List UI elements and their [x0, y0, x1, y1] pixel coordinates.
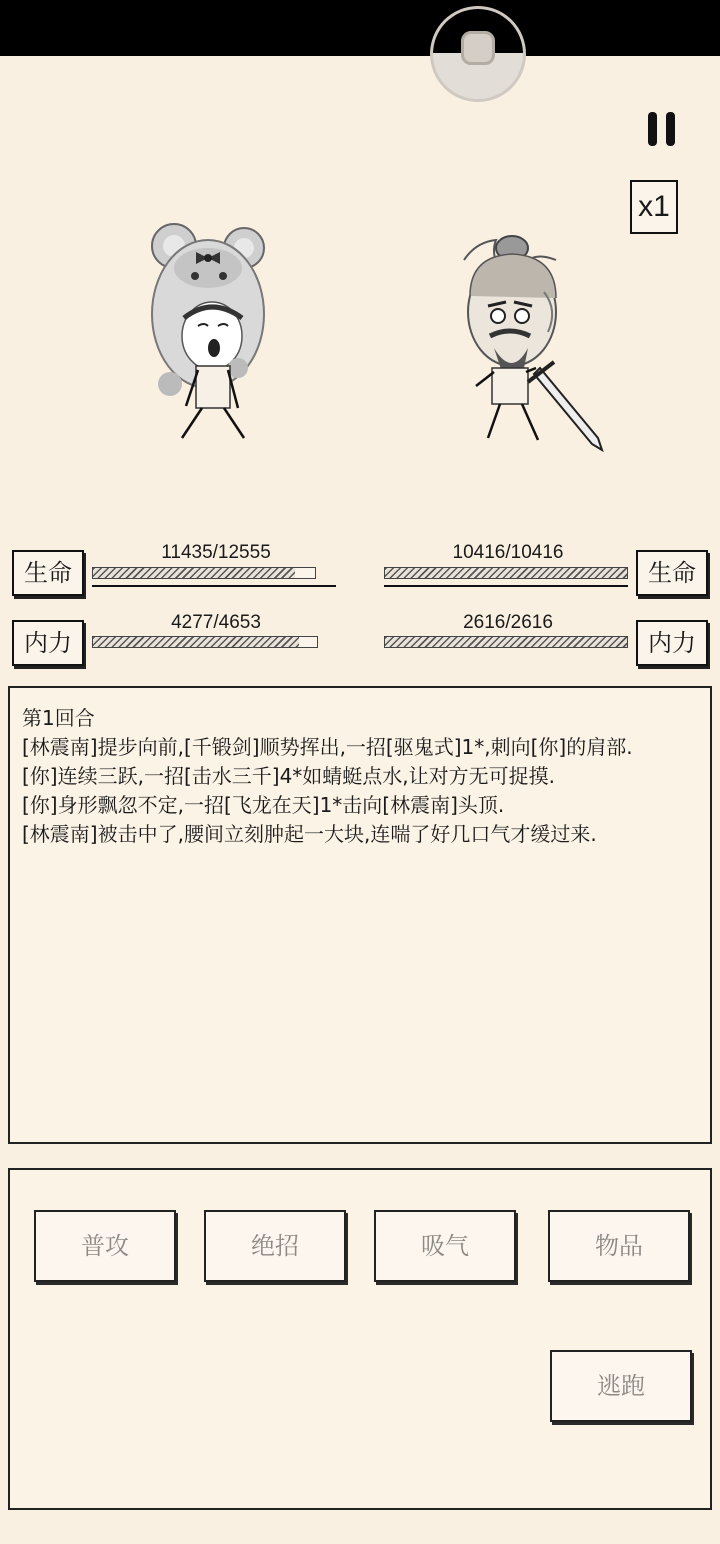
- pause-button[interactable]: [644, 108, 680, 148]
- enemy-mp-bar: [384, 636, 628, 648]
- player-character: [140, 218, 280, 442]
- breathe-button[interactable]: 吸气: [374, 1210, 516, 1282]
- flee-button[interactable]: 逃跑: [550, 1350, 692, 1422]
- speed-toggle-button[interactable]: x1: [630, 180, 678, 234]
- enemy-hp-bar: [384, 567, 628, 579]
- log-line: [林震南]被击中了,腰间立刻肿起一大块,连喘了好几口气才缓过来.: [22, 822, 597, 846]
- enemy-mp-label: 内力: [636, 620, 708, 666]
- player-mp-text: 4277/4653: [171, 612, 261, 633]
- player-hp-bar: [92, 567, 316, 579]
- status-bar: [0, 0, 720, 56]
- log-line: [你]连续三跃,一招[击水三千]4*如蜻蜓点水,让对方无可捉摸.: [22, 764, 556, 788]
- action-panel: [8, 1168, 712, 1510]
- enemy-hp-text: 10416/10416: [452, 542, 564, 563]
- log-line: [林震南]提步向前,[千锻剑]顺势挥出,一招[驱鬼式]1*,刺向[你]的肩部.: [22, 735, 633, 759]
- attack-button[interactable]: 普攻: [34, 1210, 176, 1282]
- battle-log[interactable]: [8, 686, 712, 1144]
- player-hp-label: 生命: [12, 550, 84, 596]
- player-mp-bar: [92, 636, 318, 648]
- pause-icon: [648, 112, 657, 146]
- player-hp-text: 11435/12555: [161, 542, 271, 563]
- items-button[interactable]: 物品: [548, 1210, 690, 1282]
- log-line: 第1回合: [22, 706, 95, 730]
- player-mp-label: 内力: [12, 620, 84, 666]
- enemy-hp-label: 生命: [636, 550, 708, 596]
- enemy-character: [456, 232, 616, 452]
- enemy-mp-text: 2616/2616: [463, 612, 553, 633]
- ultimate-button[interactable]: 绝招: [204, 1210, 346, 1282]
- camera-ring: [430, 6, 526, 102]
- log-line: [你]身形飘忽不定,一招[飞龙在天]1*击向[林震南]头顶.: [22, 793, 505, 817]
